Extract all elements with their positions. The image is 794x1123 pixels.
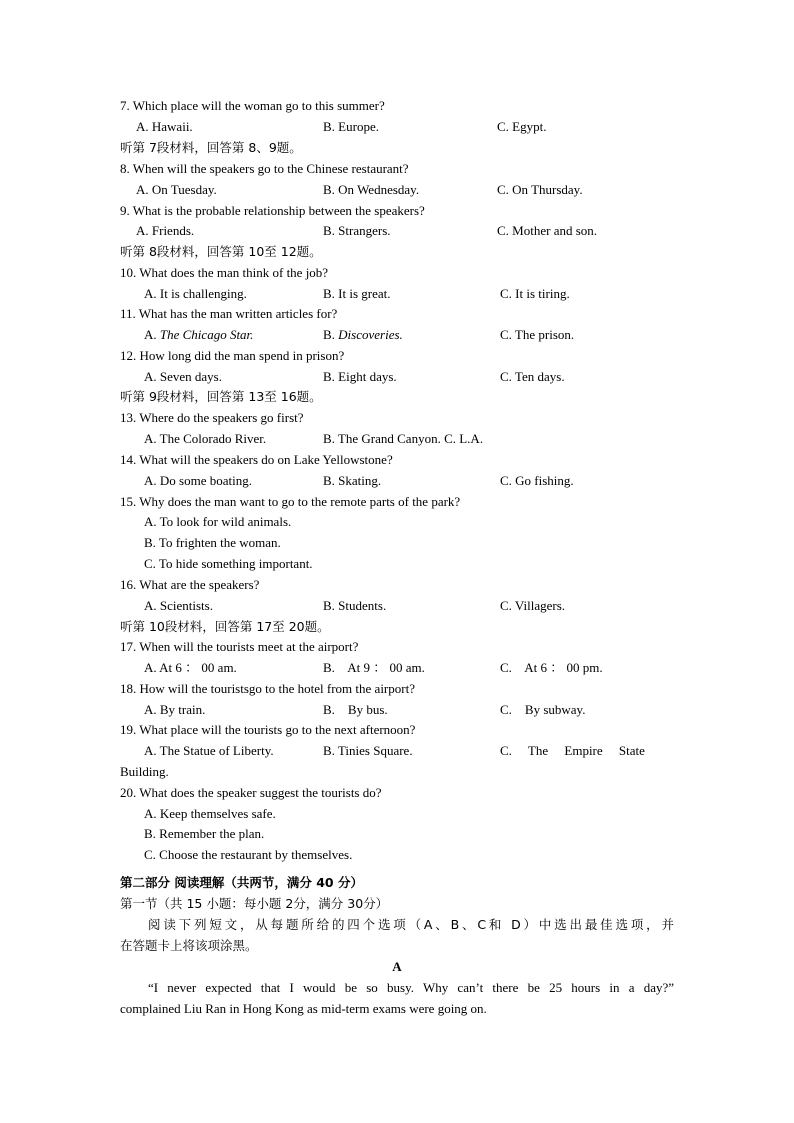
- option-b: B. Strangers.: [323, 223, 391, 238]
- question-stem: 18. How will the touristsgo to the hotel from the airport?: [120, 681, 415, 696]
- question-stem: 9. What is the probable relationship between the speakers?: [120, 203, 425, 218]
- instruction-line-2: 在答题卡上将该项涂黑。: [120, 938, 258, 953]
- option-a-title: The Chicago Star.: [159, 327, 254, 342]
- option-a: [144, 325, 253, 345]
- question-10: [120, 263, 674, 283]
- option-b: B. Eight days.: [323, 369, 397, 384]
- question-19: [120, 720, 674, 740]
- question-10-options: [120, 284, 674, 304]
- section-instruction-7: 听第 7段材料，回答第 8、9题。: [120, 140, 302, 155]
- option-c: C. It is tiring.: [500, 286, 570, 301]
- question-11: [120, 304, 674, 324]
- option-c: C. Ten days.: [500, 369, 565, 384]
- option-c-continuation: Building.: [120, 764, 169, 779]
- question-18-options: [120, 700, 674, 720]
- option-a: A. On Tuesday.: [136, 182, 217, 197]
- option-c: C. By subway.: [500, 702, 586, 717]
- option-b: B. At 9 ： 00 am.: [323, 660, 425, 675]
- question-8: [120, 159, 674, 179]
- section-instruction-9: 听第 9段材料，回答第 13至 16题。: [120, 389, 322, 404]
- question-stem: 10. What does the man think of the job?: [120, 265, 329, 280]
- option-c: C. At 6 ： 00 pm.: [500, 660, 603, 675]
- question-9-options: [120, 221, 674, 241]
- option-a: A. Friends.: [136, 223, 195, 238]
- option-b: B. It is great.: [323, 286, 391, 301]
- option-a: A. It is challenging.: [144, 286, 247, 301]
- question-13-options: [120, 429, 674, 449]
- question-8-options: [120, 180, 674, 200]
- question-18: [120, 679, 674, 699]
- option-b: B. Skating.: [323, 473, 382, 488]
- option-c: C. Mother and son.: [497, 223, 598, 238]
- question-stem: 13. Where do the speakers go first?: [120, 410, 304, 425]
- question-stem: 16. What are the speakers?: [120, 577, 260, 592]
- option-b: B. On Wednesday.: [323, 182, 420, 197]
- question-16-options: [120, 596, 674, 616]
- question-stem: 17. When will the tourists meet at the airport?: [120, 639, 359, 654]
- option-b: [323, 325, 403, 345]
- option-b: B. Students.: [323, 598, 387, 613]
- part-heading: 第二部分 阅读理解（共两节，满分 40 分）: [120, 875, 363, 890]
- question-9: [120, 201, 674, 221]
- question-stem: 7. Which place will the woman go to this summer?: [120, 98, 385, 113]
- option-b: B. Europe.: [323, 119, 379, 134]
- section-instruction-8: 听第 8段材料，回答第 10至 12题。: [120, 244, 322, 259]
- question-7: [120, 96, 674, 116]
- option-b-title: Discoveries.: [338, 327, 403, 342]
- question-stem: 8. When will the speakers go to the Chinese restaurant?: [120, 161, 409, 176]
- option-a-prefix: A.: [144, 327, 160, 342]
- section-heading: 第一节（共 15 小题：每小题 2分，满分 30分）: [120, 896, 389, 911]
- option-b-prefix: B.: [323, 327, 339, 342]
- option-c: C. On Thursday.: [497, 182, 583, 197]
- question-16: [120, 575, 674, 595]
- option-b: B. To frighten the woman.: [144, 535, 281, 550]
- question-12: [120, 346, 674, 366]
- passage-line-2: complained Liu Ran in Hong Kong as mid-term exams were going on.: [120, 1001, 487, 1016]
- option-a: A. At 6 ： 00 am.: [144, 660, 237, 675]
- option-a: A. Do some boating.: [144, 473, 252, 488]
- question-stem: 14. What will the speakers do on Lake Yellowstone?: [120, 452, 393, 467]
- option-a: A. To look for wild animals.: [144, 514, 292, 529]
- question-14-options: [120, 471, 674, 491]
- question-stem: 15. Why does the man want to go to the remote parts of the park?: [120, 494, 461, 509]
- option-a: A. Scientists.: [144, 598, 213, 613]
- option-b: B. Remember the plan.: [144, 826, 265, 841]
- passage-letter: A: [392, 959, 402, 974]
- passage-line-1: “I never expected that I would be so busy. Why can’t there be 25 hours in a day?”: [148, 980, 674, 995]
- question-stem: 12. How long did the man spend in prison?: [120, 348, 345, 363]
- question-15: [120, 492, 674, 512]
- option-c: C. The Empire State: [500, 743, 645, 758]
- question-11-options: [120, 325, 674, 345]
- question-12-options: [120, 367, 674, 387]
- option-c: C. Villagers.: [500, 598, 566, 613]
- option-c: C. The prison.: [500, 327, 575, 342]
- option-a: A. The Statue of Liberty.: [144, 743, 274, 758]
- option-c: C. Go fishing.: [500, 473, 574, 488]
- option-b: B. The Grand Canyon. C. L.A.: [323, 431, 484, 446]
- option-a: A. The Colorado River.: [144, 431, 267, 446]
- section-instruction-10: 听第 10段材料，回答第 17至 20题。: [120, 619, 330, 634]
- option-a: A. Hawaii.: [136, 119, 193, 134]
- question-14: [120, 450, 674, 470]
- question-17: [120, 637, 674, 657]
- question-13: [120, 408, 674, 428]
- option-a: A. By train.: [144, 702, 206, 717]
- question-19-options: [120, 741, 674, 761]
- option-a: A. Keep themselves safe.: [144, 806, 276, 821]
- question-17-options: [120, 658, 674, 678]
- question-7-options: [120, 117, 674, 137]
- instruction-line-1: 阅读下列短文，从每题所给的四个选项（A、B、C和 D）中选出最佳选项，并: [148, 917, 674, 932]
- question-stem: 11. What has the man written articles for?: [120, 306, 338, 321]
- option-c: C. To hide something important.: [144, 556, 313, 571]
- option-c: C. Choose the restaurant by themselves.: [144, 847, 353, 862]
- option-c: C. Egypt.: [497, 119, 547, 134]
- question-stem: 19. What place will the tourists go to the next afternoon?: [120, 722, 416, 737]
- option-a: A. Seven days.: [144, 369, 222, 384]
- option-b: B. By bus.: [323, 702, 388, 717]
- question-20: [120, 783, 674, 803]
- question-stem: 20. What does the speaker suggest the tourists do?: [120, 785, 382, 800]
- option-b: B. Tinies Square.: [323, 743, 413, 758]
